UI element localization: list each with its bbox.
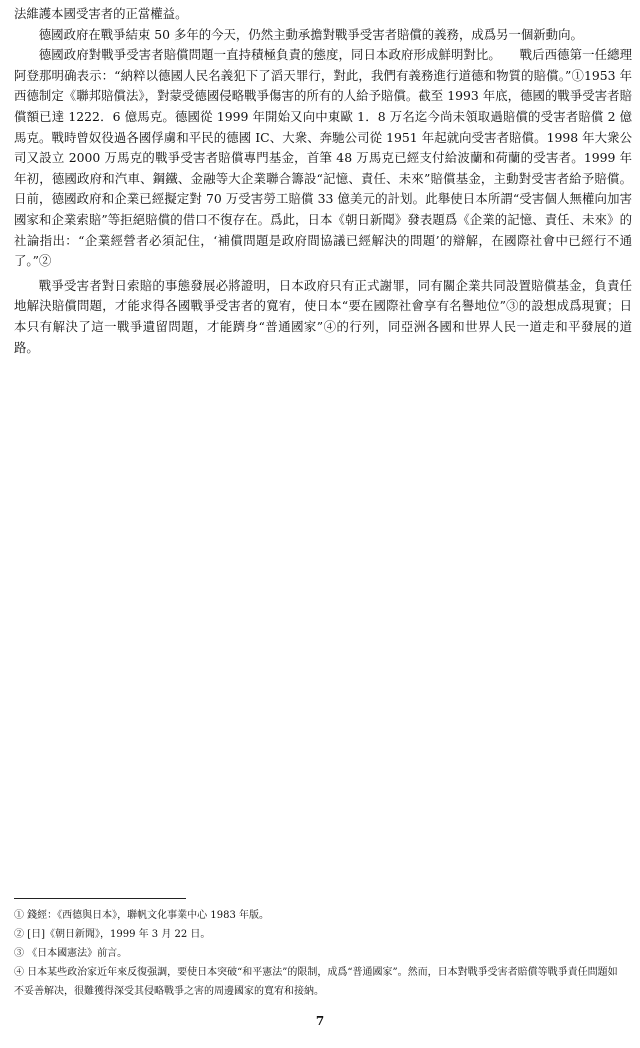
footnote-2: ② [日]《朝日新聞》，1999 年 3 月 22 日。 xyxy=(14,929,211,940)
paragraph-2: 德國政府在戰爭結束 50 多年的今天，仍然主動承擔對戰爭受害者賠償的義務，成爲另一個新動向。 xyxy=(38,26,583,42)
paragraph-1: 法維護本國受害者的正當權益。 xyxy=(14,6,188,21)
footnote-3: ③ 《日本國憲法》前言。 xyxy=(14,948,128,959)
footnotes xyxy=(14,906,626,1001)
footnote-divider xyxy=(14,898,186,899)
footnote-4: ④ 日本某些政治家近年來反復强調，要使日本突破“和平憲法”的限制，成爲“普通國家”。然而，日本對戰爭受害者賠償等戰爭責任問題如不妥善解决，很難獲得深受其侵略戰爭之害的周邊國家的寬宥和接納。 xyxy=(14,967,618,997)
paragraph-4: 戰爭受害者對日索賠的事態發展必將證明，日本政府只有正式謝罪，同有關企業共同設置賠償基金，負責任地解決賠償問題，才能求得各國戰爭受害者的寬宥，使日本“要在國際社會享有名譽地位”③的設想成爲現實；日本只有解決了這一戰爭遺留問題，才能躋身“普通國家”④的行列，同亞洲各國和世界人民一道走和平發展的道路。 xyxy=(14,277,632,355)
page-number: 7 xyxy=(315,1014,325,1028)
footnote-1: ① 錢經：《西德與日本》，聯帆文化事業中心 1983 年版。 xyxy=(14,910,269,921)
body-text xyxy=(14,4,632,358)
paragraph-3: 德國政府對戰爭受害者賠償問題一直持積極負責的態度，同日本政府形成鮮明對比。 戰后西德第一任總理阿登那明确表示：“納粹以德國人民名義犯下了滔天罪行，對此，我們有義務進行道德和物質的賠償。”①1953 年西德制定《聯邦賠償法》，對蒙受德國侵略戰爭傷害的所有的人給予賠償。截至 1993 年底，德國的戰爭受害者賠償額已達 1222．6 億馬克。德國從 1999 年開始又向中東歐 1．8 万名迄今尚未領取過賠償的受害者賠償 2 億馬克。戰時曾奴役過各國俘虜和平民的德國 IC、大衆、奔馳公司從 1951 年起就向受害者賠償。1998 年大衆公司又設立 2000 万馬克的戰爭受害者賠償專門基金，首筆 48 万馬克已經支付給波蘭和荷蘭的受害者。1999 年年初，德國政府和汽車、鋼鐵、金融等大企業聯合籌設“記憶、責任、未來”賠償基金，主動對受害者給予賠償。日前，德國政府和企業已經擬定對 70 万受害勞工賠償 33 億美元的計划。此舉使日本所謂“受害個人無權向加害國家和企業索賠”等拒絕賠償的借口不復存在。爲此，日本《朝日新聞》發表題爲《企業的記憶、責任、未來》的社論指出：“企業經營者必須記住，‘補償問題是政府間協議已經解決的問題’的辯解，在國際社會中已經行不通了。”② xyxy=(14,47,632,269)
